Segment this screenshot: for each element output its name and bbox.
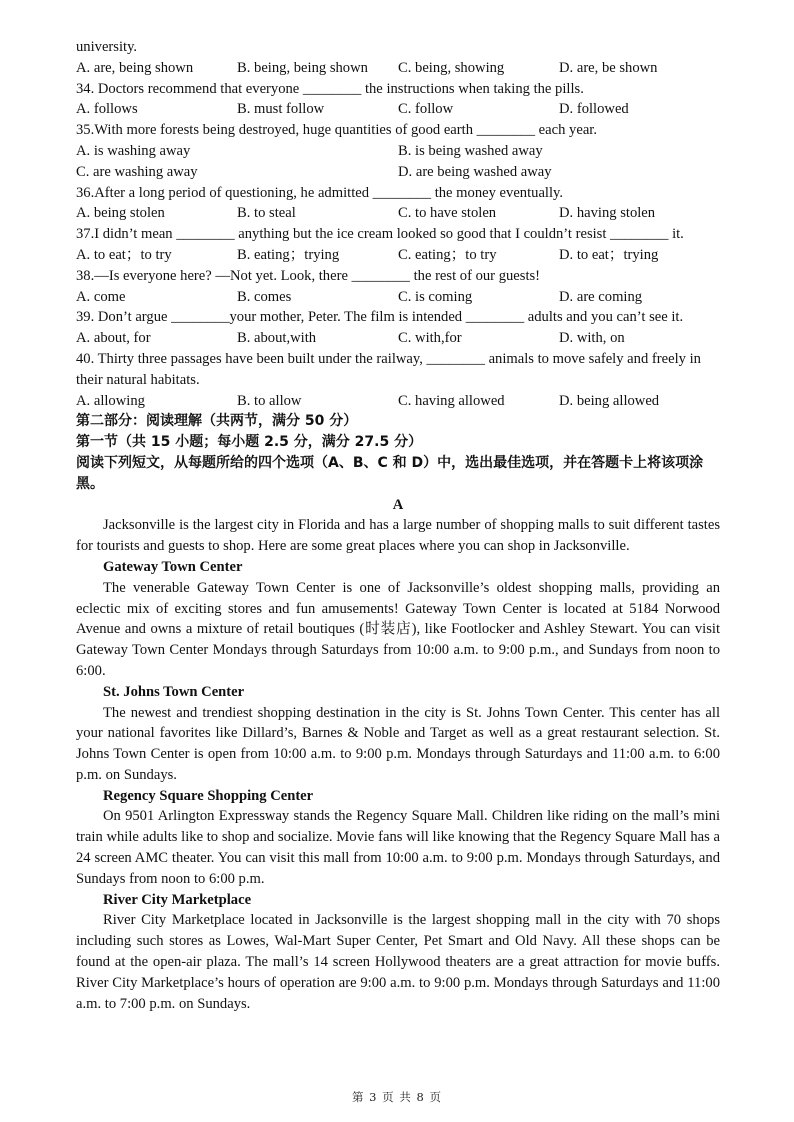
- q39-options: [76, 328, 720, 349]
- option-b: B. to allow: [237, 392, 302, 409]
- q37-options: [76, 245, 720, 266]
- mall-description: River City Marketplace located in Jacksonville is the largest shopping mall in the city with 70 shops including such stores as Lowes, Wal-Mart Super Center, Pet Smart and Old Navy. All these shops can be found at the open-air plaza. The mall’s 14 screen Hollywood theaters are a great attraction for movie buffs. River City Marketplace’s hours of operation are 9:00 a.m. to 9:00 p.m. Mondays through Saturdays and 11:00 a.m. to 7:00 p.m. on Sundays.: [76, 912, 720, 1012]
- option-d: D. are coming: [559, 288, 643, 305]
- option-b: B. being, being shown: [237, 59, 368, 76]
- option-c: C. eating；to try: [398, 246, 497, 263]
- question-34-stem: 34. Doctors recommend that everyone ________ the instructions when taking the pills.: [76, 80, 584, 97]
- mall-description: The venerable Gateway Town Center is one of Jacksonville’s oldest shopping malls, providing an eclectic mix of exciting stores and fun amusements! Gateway Town Center is located at 5184 Norwood Avenue and owns a mixture of retail boutiques (时装店), like Footlocker and Ashley Stewart. You can visit Gateway Town Center Mondays through Saturdays from 10:00 a.m. to 9:00 p.m., and Sundays from noon to 6:00.: [76, 579, 720, 679]
- option-a: A. allowing: [76, 392, 145, 409]
- option-b: B. comes: [237, 288, 292, 305]
- option-c: C. are washing away: [76, 163, 198, 180]
- q33-options: [76, 58, 720, 79]
- option-d: D. to eat；trying: [559, 246, 659, 263]
- question-38-stem: 38.—Is everyone here? —Not yet. Look, there ________ the rest of our guests!: [76, 267, 541, 284]
- option-d: D. are, be shown: [559, 59, 658, 76]
- page-number: 第 3 页 共 8 页: [352, 1090, 442, 1104]
- option-c: C. having allowed: [398, 392, 505, 409]
- question-39-stem: 39. Don’t argue ________your mother, Peter. The film is intended ________ adults and you can’t see it.: [76, 309, 684, 326]
- question-40-stem: 40. Thirty three passages have been built under the railway, ________ animals to move safely and freely in their natural habitats.: [76, 350, 701, 388]
- option-a: A. being stolen: [76, 205, 165, 222]
- question-35-stem: 35.With more forests being destroyed, huge quantities of good earth ________ each year.: [76, 122, 597, 139]
- mall-heading: River City Marketplace: [103, 891, 252, 908]
- mall-description: The newest and trendiest shopping destination in the city is St. Johns Town Center. This center has all your national favorites like Dillard’s, Barnes & Noble and Target as well as a great restaurant selection. St. Johns Town Center is open from 10:00 a.m. to 9:00 p.m. Mondays through Saturdays and 11:00 a.m. to 6:00 p.m. on Sundays.: [76, 704, 720, 783]
- option-c: C. to have stolen: [398, 205, 497, 222]
- mall-description: On 9501 Arlington Expressway stands the Regency Square Mall. Children like riding on the mall’s mini train while adults like to shop and socialize. Movie fans will like knowing that the Regency Square Mall has a 24 screen AMC theater. You can visit this mall from 10:00 a.m. to 9:00 p.m. Mondays through Saturdays, and Sundays from noon to 6:00 p.m.: [76, 808, 720, 887]
- option-d: D. being allowed: [559, 392, 660, 409]
- option-a: A. are, being shown: [76, 59, 194, 76]
- option-d: D. followed: [559, 101, 629, 118]
- question-36-stem: 36.After a long period of questioning, he admitted ________ the money eventually.: [76, 184, 564, 201]
- mall-heading: Regency Square Shopping Center: [103, 787, 314, 804]
- option-d: D. are being washed away: [398, 163, 552, 180]
- passage-letter: A: [392, 496, 404, 513]
- option-b: B. to steal: [237, 205, 296, 222]
- continued-text: university.: [76, 39, 138, 55]
- q34-options: [76, 99, 720, 120]
- q35-options-row2: [76, 162, 720, 183]
- option-c: C. follow: [398, 101, 454, 118]
- option-b: B. is being washed away: [398, 142, 543, 159]
- option-a: A. come: [76, 288, 126, 305]
- option-a: A. follows: [76, 101, 138, 118]
- passage-intro: Jacksonville is the largest city in Florida and has a large number of shopping malls to suit different tastes for tourists and guests to shop. Here are some great places where you can shop in Jacksonville.: [76, 517, 720, 555]
- q36-options: [76, 203, 720, 224]
- q35-options-row1: [76, 141, 720, 162]
- option-a: A. about, for: [76, 330, 151, 347]
- exam-page: [76, 37, 720, 1014]
- q40-options: [76, 391, 720, 412]
- option-c: C. is coming: [398, 288, 473, 305]
- mall-heading: St. Johns Town Center: [103, 683, 245, 700]
- reading-instructions: 阅读下列短文，从每题所给的四个选项（A、B、C 和 D）中，选出最佳选项，并在答题卡上将该项涂黑。: [76, 454, 704, 492]
- option-c: C. being, showing: [398, 59, 505, 76]
- option-b: B. eating；trying: [237, 246, 340, 263]
- part-2-title: 第二部分：阅读理解（共两节，满分 50 分）: [76, 413, 358, 430]
- option-d: D. having stolen: [559, 205, 656, 222]
- mall-heading: Gateway Town Center: [103, 558, 243, 575]
- option-b: B. must follow: [237, 101, 325, 118]
- option-b: B. about,with: [237, 330, 317, 347]
- option-a: A. to eat；to try: [76, 246, 172, 263]
- option-d: D. with, on: [559, 330, 625, 347]
- q38-options: [76, 287, 720, 308]
- question-37-stem: 37.I didn’t mean ________ anything but the ice cream looked so good that I couldn’t resist ________ it.: [76, 226, 684, 243]
- section-1-title: 第一节（共 15 小题；每小题 2.5 分，满分 27.5 分）: [76, 434, 423, 451]
- option-a: A. is washing away: [76, 142, 191, 159]
- option-c: C. with,for: [398, 330, 462, 347]
